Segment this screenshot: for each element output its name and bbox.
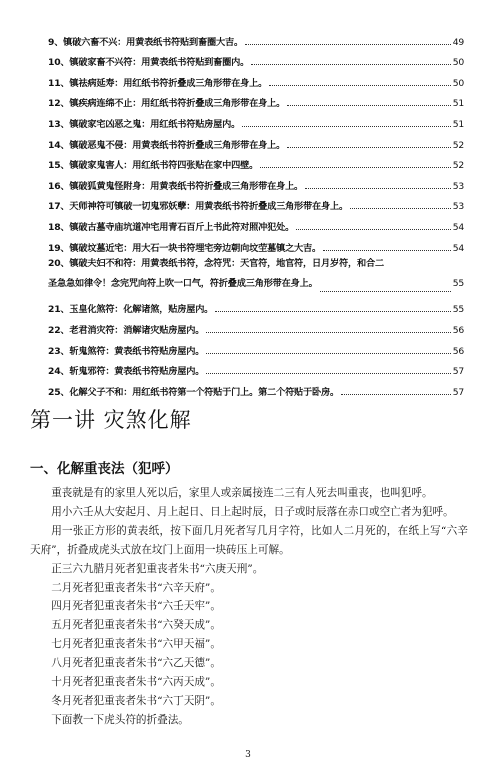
text-line: 四月死者犯重丧者朱书“六壬天牢”。 <box>51 600 221 613</box>
toc-entry-title: 20、镇破夫妇不和符：用黄表纸书符，念符咒：天官符，地官符，日月岁符，和合二 <box>48 257 384 269</box>
toc-entry-page: 54 <box>452 221 464 233</box>
text-line: 二月死者犯重丧者朱书“六辛天府”。 <box>51 581 221 594</box>
toc-entry[interactable] <box>48 48 464 69</box>
toc-entry-page: 52 <box>452 139 464 151</box>
toc-entry[interactable] <box>48 357 464 378</box>
toc-entry[interactable] <box>48 295 464 316</box>
toc-entry-page: 49 <box>452 36 464 48</box>
text-line: 正三六九腊月死者犯重丧者朱书“六庚天刑”。 <box>51 562 264 575</box>
toc-entry-page: 50 <box>452 57 464 69</box>
toc-entry-title: 16、镇破狐黄鬼怪附身：用黄表纸书符折叠成三角形带在身上。 <box>48 180 304 192</box>
text-line: 下面教一下虎头符的折叠法。 <box>51 713 189 726</box>
toc-entry[interactable] <box>48 109 464 130</box>
toc-entry-title: 25、化解父子不和：用红纸书符第一个符贴于门上。第二个符贴于卧房。 <box>48 386 339 398</box>
toc-entry-page: 54 <box>452 242 464 254</box>
toc-leader-dots <box>350 208 451 209</box>
toc-entry-page: 50 <box>452 77 464 89</box>
toc-leader-dots <box>206 373 451 374</box>
toc-entry-title: 9、镇破六畜不兴：用黄表纸书符贴到畜圈大吉。 <box>48 36 243 48</box>
toc-entry-title: 18、镇破古墓寺庙坑道冲宅用青石百斤上书此符对照冲犯处。 <box>48 221 295 233</box>
toc-entry-title: 15、镇破家鬼害人：用红纸书符四张贴在家中四壁。 <box>48 160 259 172</box>
body-text <box>30 484 468 730</box>
toc-entry[interactable] <box>48 171 464 192</box>
toc-leader-dots <box>287 105 451 106</box>
toc-entry-title: 22、老君消灾符：消解诸灾贴房屋内。 <box>48 324 205 336</box>
toc-leader-dots <box>305 188 451 189</box>
toc-entry-page: 53 <box>452 201 464 213</box>
lecture-title: 第一讲 灾煞化解 <box>30 408 192 433</box>
toc-entry[interactable] <box>48 315 464 336</box>
toc-leader-dots <box>251 64 451 65</box>
toc-entry[interactable] <box>48 89 464 110</box>
toc-entry-title: 24、斩鬼邪符：黄表纸书符贴房屋内。 <box>48 366 205 378</box>
toc-entry[interactable] <box>48 27 464 48</box>
toc-entry-title: 14、镇破恶鬼不侵：用黄表纸书符折叠成三角形带在身上。 <box>48 139 286 151</box>
toc-entry-page: 55 <box>452 278 464 290</box>
toc-leader-dots <box>269 85 451 86</box>
toc-entry-title: 11、镇祛病延寿：用红纸书符折叠成三角形带在身上。 <box>48 77 268 89</box>
page-number: 3 <box>245 750 251 760</box>
toc-entry-page: 57 <box>452 386 464 398</box>
toc-entry-page: 51 <box>452 98 464 110</box>
toc-entry-page: 57 <box>452 366 464 378</box>
toc-entry-title: 23、斩鬼煞符：黄表纸书符贴房屋内。 <box>48 345 205 357</box>
toc-entry[interactable] <box>48 151 464 172</box>
toc-entry-page: 51 <box>452 118 464 130</box>
toc-entry[interactable] <box>48 68 464 89</box>
toc-entry[interactable] <box>48 212 464 233</box>
text-line: 十月死者犯重丧者朱书“六丙天成”。 <box>51 676 221 689</box>
toc-leader-dots <box>320 291 451 292</box>
toc-entry-title-continued: 圣急急如律令！念完咒向符上吹一口气，符折叠成三角形带在身上。 <box>48 278 318 290</box>
toc-entry[interactable] <box>48 336 464 357</box>
toc-entry-title: 13、镇破家宅凶恶之鬼：用红纸书符贴房屋内。 <box>48 118 241 130</box>
toc-leader-dots <box>245 44 451 45</box>
text-line: 五月死者犯重丧者朱书“六癸天成”。 <box>51 619 221 632</box>
toc-entry-page: 52 <box>452 160 464 172</box>
table-of-contents <box>48 27 464 398</box>
toc-entry[interactable] <box>48 254 464 295</box>
section-title: 一、化解重丧法（犯呼） <box>30 461 179 478</box>
toc-leader-dots <box>287 147 451 148</box>
text-line: 冬月死者犯重丧者朱书“六丁天阴”。 <box>51 694 221 707</box>
toc-leader-dots <box>323 250 451 251</box>
toc-entry-title: 10、镇破家畜不兴符：用黄表纸书符贴到畜圈内。 <box>48 57 250 69</box>
toc-leader-dots <box>242 126 451 127</box>
paragraph: 重丧就是有的家里人死以后，家里人或亲属接连二三有人死去叫重丧，也叫犯呼。 <box>51 487 433 499</box>
text-line: 七月死者犯重丧者朱书“六甲天福”。 <box>51 638 221 651</box>
paragraph: 用小六壬从大安起月、月上起日、日上起时辰，日子或时辰落在赤口或空亡者为犯呼。 <box>51 505 454 518</box>
toc-entry-page: 55 <box>452 304 464 316</box>
toc-entry-page: 56 <box>452 324 464 336</box>
toc-entry[interactable] <box>48 130 464 151</box>
toc-entry[interactable] <box>48 192 464 213</box>
text-line: 八月死者犯重丧者朱书“六乙天德”。 <box>51 657 221 670</box>
toc-leader-dots <box>206 332 451 333</box>
paragraph: 用一张正方形的黄表纸，按下面几月死者写几月字符，比如人二月死的，在纸上写“六辛天府”，折叠成虎头式放在坟门上面用一块砖压上可解。 <box>30 524 468 556</box>
toc-entry[interactable] <box>48 377 464 398</box>
toc-leader-dots <box>215 311 451 312</box>
toc-entry-title: 12、镇疾病连绵不止：用红纸书符折叠成三角形带在身上。 <box>48 98 286 110</box>
toc-entry-title: 17、天师神符可镇破一切鬼邪妖孽：用黄表纸书符折叠成三角形带在身上。 <box>48 201 348 213</box>
toc-leader-dots <box>206 353 451 354</box>
toc-entry-page: 53 <box>452 180 464 192</box>
toc-leader-dots <box>296 229 451 230</box>
toc-entry-title: 21、玉皇化煞符：化解诸煞，贴房屋内。 <box>48 304 214 316</box>
toc-leader-dots <box>260 167 451 168</box>
toc-entry[interactable] <box>48 233 464 254</box>
toc-entry-page: 56 <box>452 345 464 357</box>
toc-entry-title: 19、镇破坟墓近宅：用大石一块书符埋宅旁边朝向坟茔墓镇之大吉。 <box>48 242 322 254</box>
toc-leader-dots <box>341 394 451 395</box>
